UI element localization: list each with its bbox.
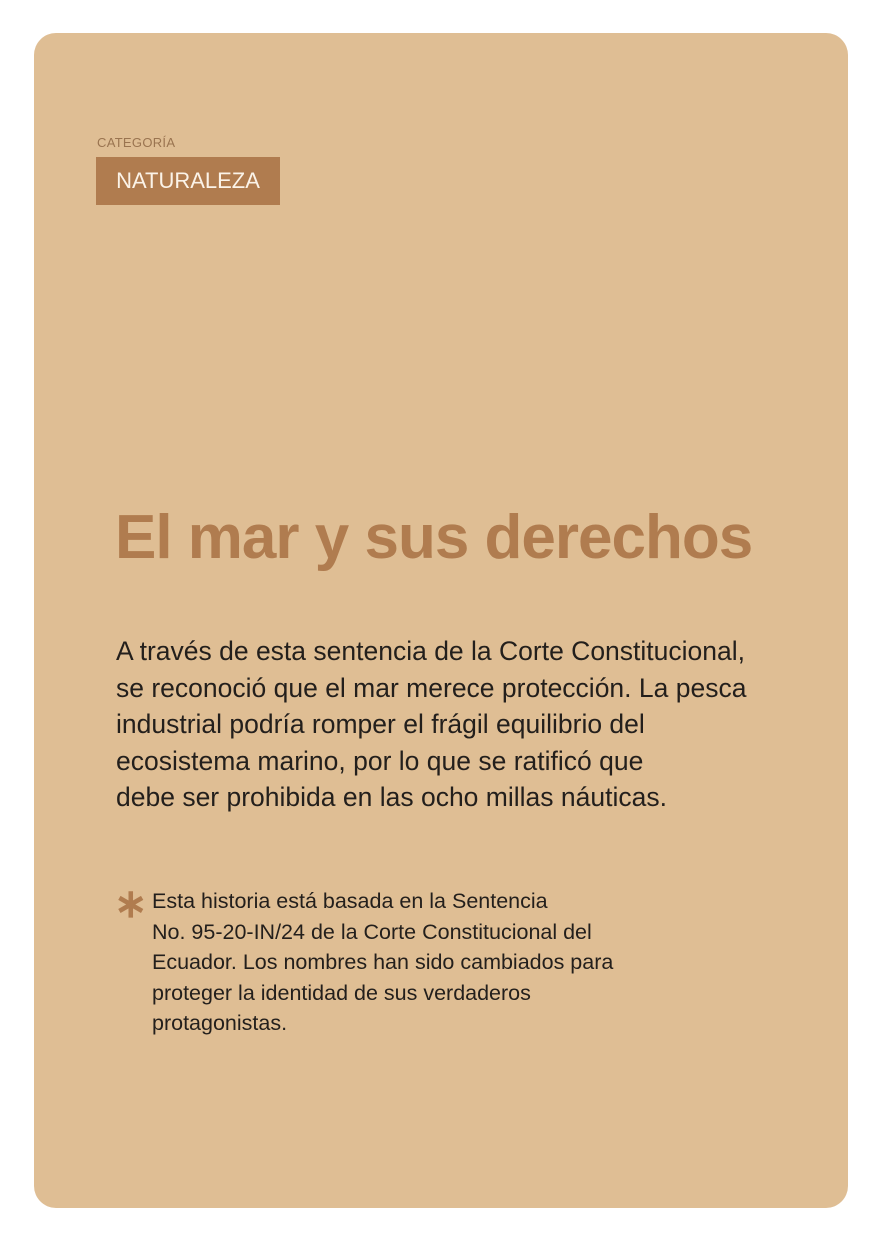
footnote-line: proteger la identidad de sus verdaderos <box>152 980 531 1005</box>
page-title: El mar y sus derechos <box>115 503 753 572</box>
footnote-line: protagonistas. <box>152 1011 288 1035</box>
lead-line: industrial podría romper el frágil equilibrio del <box>116 709 645 739</box>
lead-line: ecosistema marino, por lo que se ratificó que <box>116 745 644 776</box>
footnote-line: Esta historia está basada en la Sentencia <box>152 889 548 913</box>
lead-line: A través de esta sentencia de la Corte Constitucional, <box>116 636 745 666</box>
footnote <box>152 886 613 1039</box>
category-badge: NATURALEZA <box>96 157 280 205</box>
lead-line: debe ser prohibida en las ocho millas náuticas. <box>116 782 667 812</box>
footnote-line: No. 95-20-IN/24 de la Corte Constitucional del <box>152 919 592 944</box>
footnote-line: Ecuador. Los nombres han sido cambiados para <box>152 950 614 974</box>
lead-paragraph <box>116 633 746 816</box>
lead-line: se reconoció que el mar merece protección. La pesca <box>116 672 747 703</box>
category-label: CATEGORÍA <box>97 135 176 150</box>
asterisk-icon: ∗ <box>114 882 148 926</box>
